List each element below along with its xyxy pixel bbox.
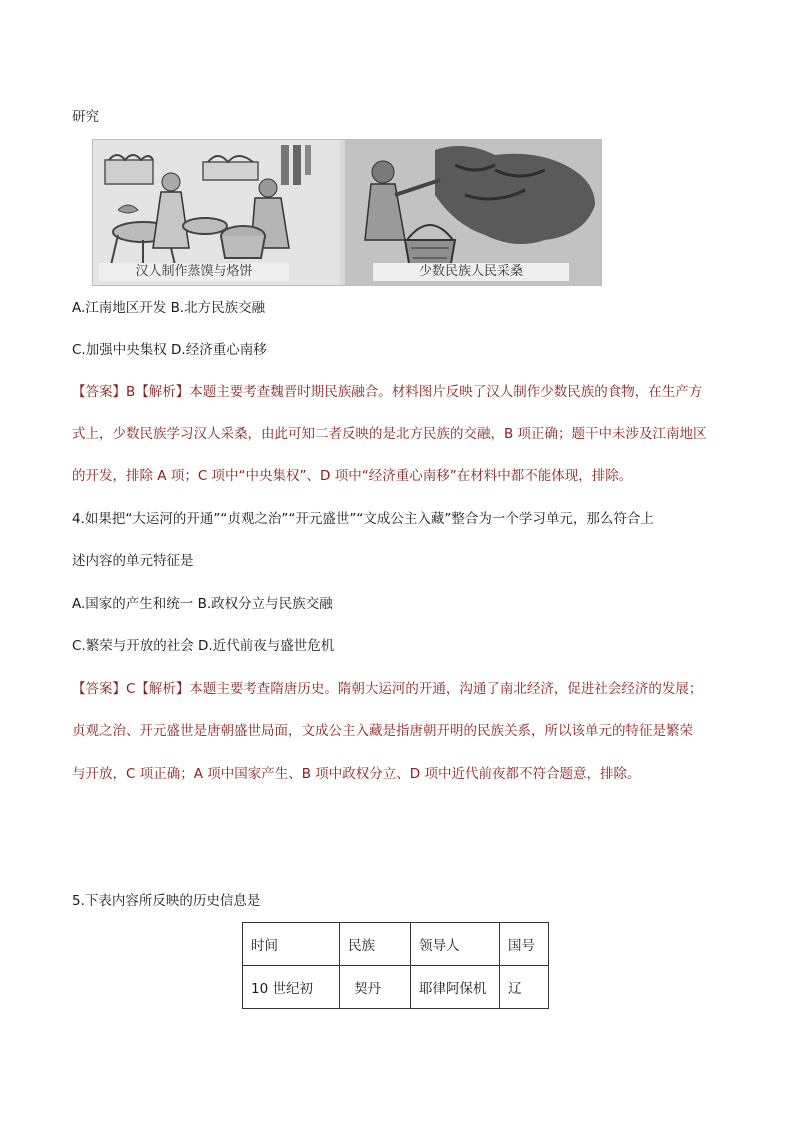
right-figure-caption: 少数民族人民采桑 — [373, 263, 569, 281]
left-figure-caption: 汉人制作蒸馍与烙饼 — [99, 263, 289, 281]
q4-answer-line-2: 贞观之治、开元盛世是唐朝盛世局面，文成公主入藏是指唐朝开明的民族关系，所以该单元的特征是繁荣 — [72, 723, 693, 739]
table-cell: 契丹 — [340, 966, 411, 1009]
mulberry-picking-illustration — [345, 140, 601, 285]
table-cell: 辽 — [500, 966, 549, 1009]
q4-stem-line-2: 述内容的单元特征是 — [72, 553, 194, 569]
table-header-cell: 民族 — [340, 923, 411, 966]
q4-answer-line-3: 与开放，C 项正确；A 项中国家产生、B 项中政权分立、D 项中近代前夜都不符合题意，排除。 — [72, 766, 641, 782]
table-row — [243, 966, 549, 1009]
q3-answer-line-2: 式上，少数民族学习汉人采桑，由此可知二者反映的是北方民族的交融，B 项正确；题干中未涉及江南地区 — [72, 426, 707, 442]
q5-table — [242, 922, 549, 1009]
q4-answer-line-1: 【答案】C【解析】本题主要考查隋唐历史。隋朝大运河的开通，沟通了南北经济，促进社会经济的发展； — [72, 681, 703, 697]
table-header-cell: 国号 — [500, 923, 549, 966]
table-header-cell: 时间 — [243, 923, 340, 966]
q4-options-line-1: A.国家的产生和统一 B.政权分立与民族交融 — [72, 596, 333, 612]
table-header-cell: 领导人 — [411, 923, 500, 966]
q3-answer-line-3: 的开发，排除 A 项；C 项中“中央集权”、D 项中“经济重心南移”在材料中都不能体现，排除。 — [72, 468, 633, 484]
q3-options-line-1: A.江南地区开发 B.北方民族交融 — [72, 300, 266, 316]
section-heading: 研究 — [72, 109, 99, 125]
q5-stem: 5.下表内容所反映的历史信息是 — [72, 893, 261, 909]
table-header-row — [243, 923, 549, 966]
q3-options-line-2: C.加强中央集权 D.经济重心南移 — [72, 342, 267, 358]
q3-answer-line-1: 【答案】B【解析】本题主要考查魏晋时期民族融合。材料图片反映了汉人制作少数民族的食物，在生产方 — [72, 384, 703, 400]
table-cell: 耶律阿保机 — [411, 966, 500, 1009]
han-cooking-illustration — [93, 140, 340, 285]
q4-options-line-2: C.繁荣与开放的社会 D.近代前夜与盛世危机 — [72, 638, 335, 654]
q4-stem-line-1: 4.如果把“大运河的开通”“贞观之治”“开元盛世”“文成公主入藏”整合为一个学习单元，那么符合上 — [72, 511, 654, 527]
table-cell: 10 世纪初 — [243, 966, 340, 1009]
illustration-pair — [92, 139, 602, 286]
